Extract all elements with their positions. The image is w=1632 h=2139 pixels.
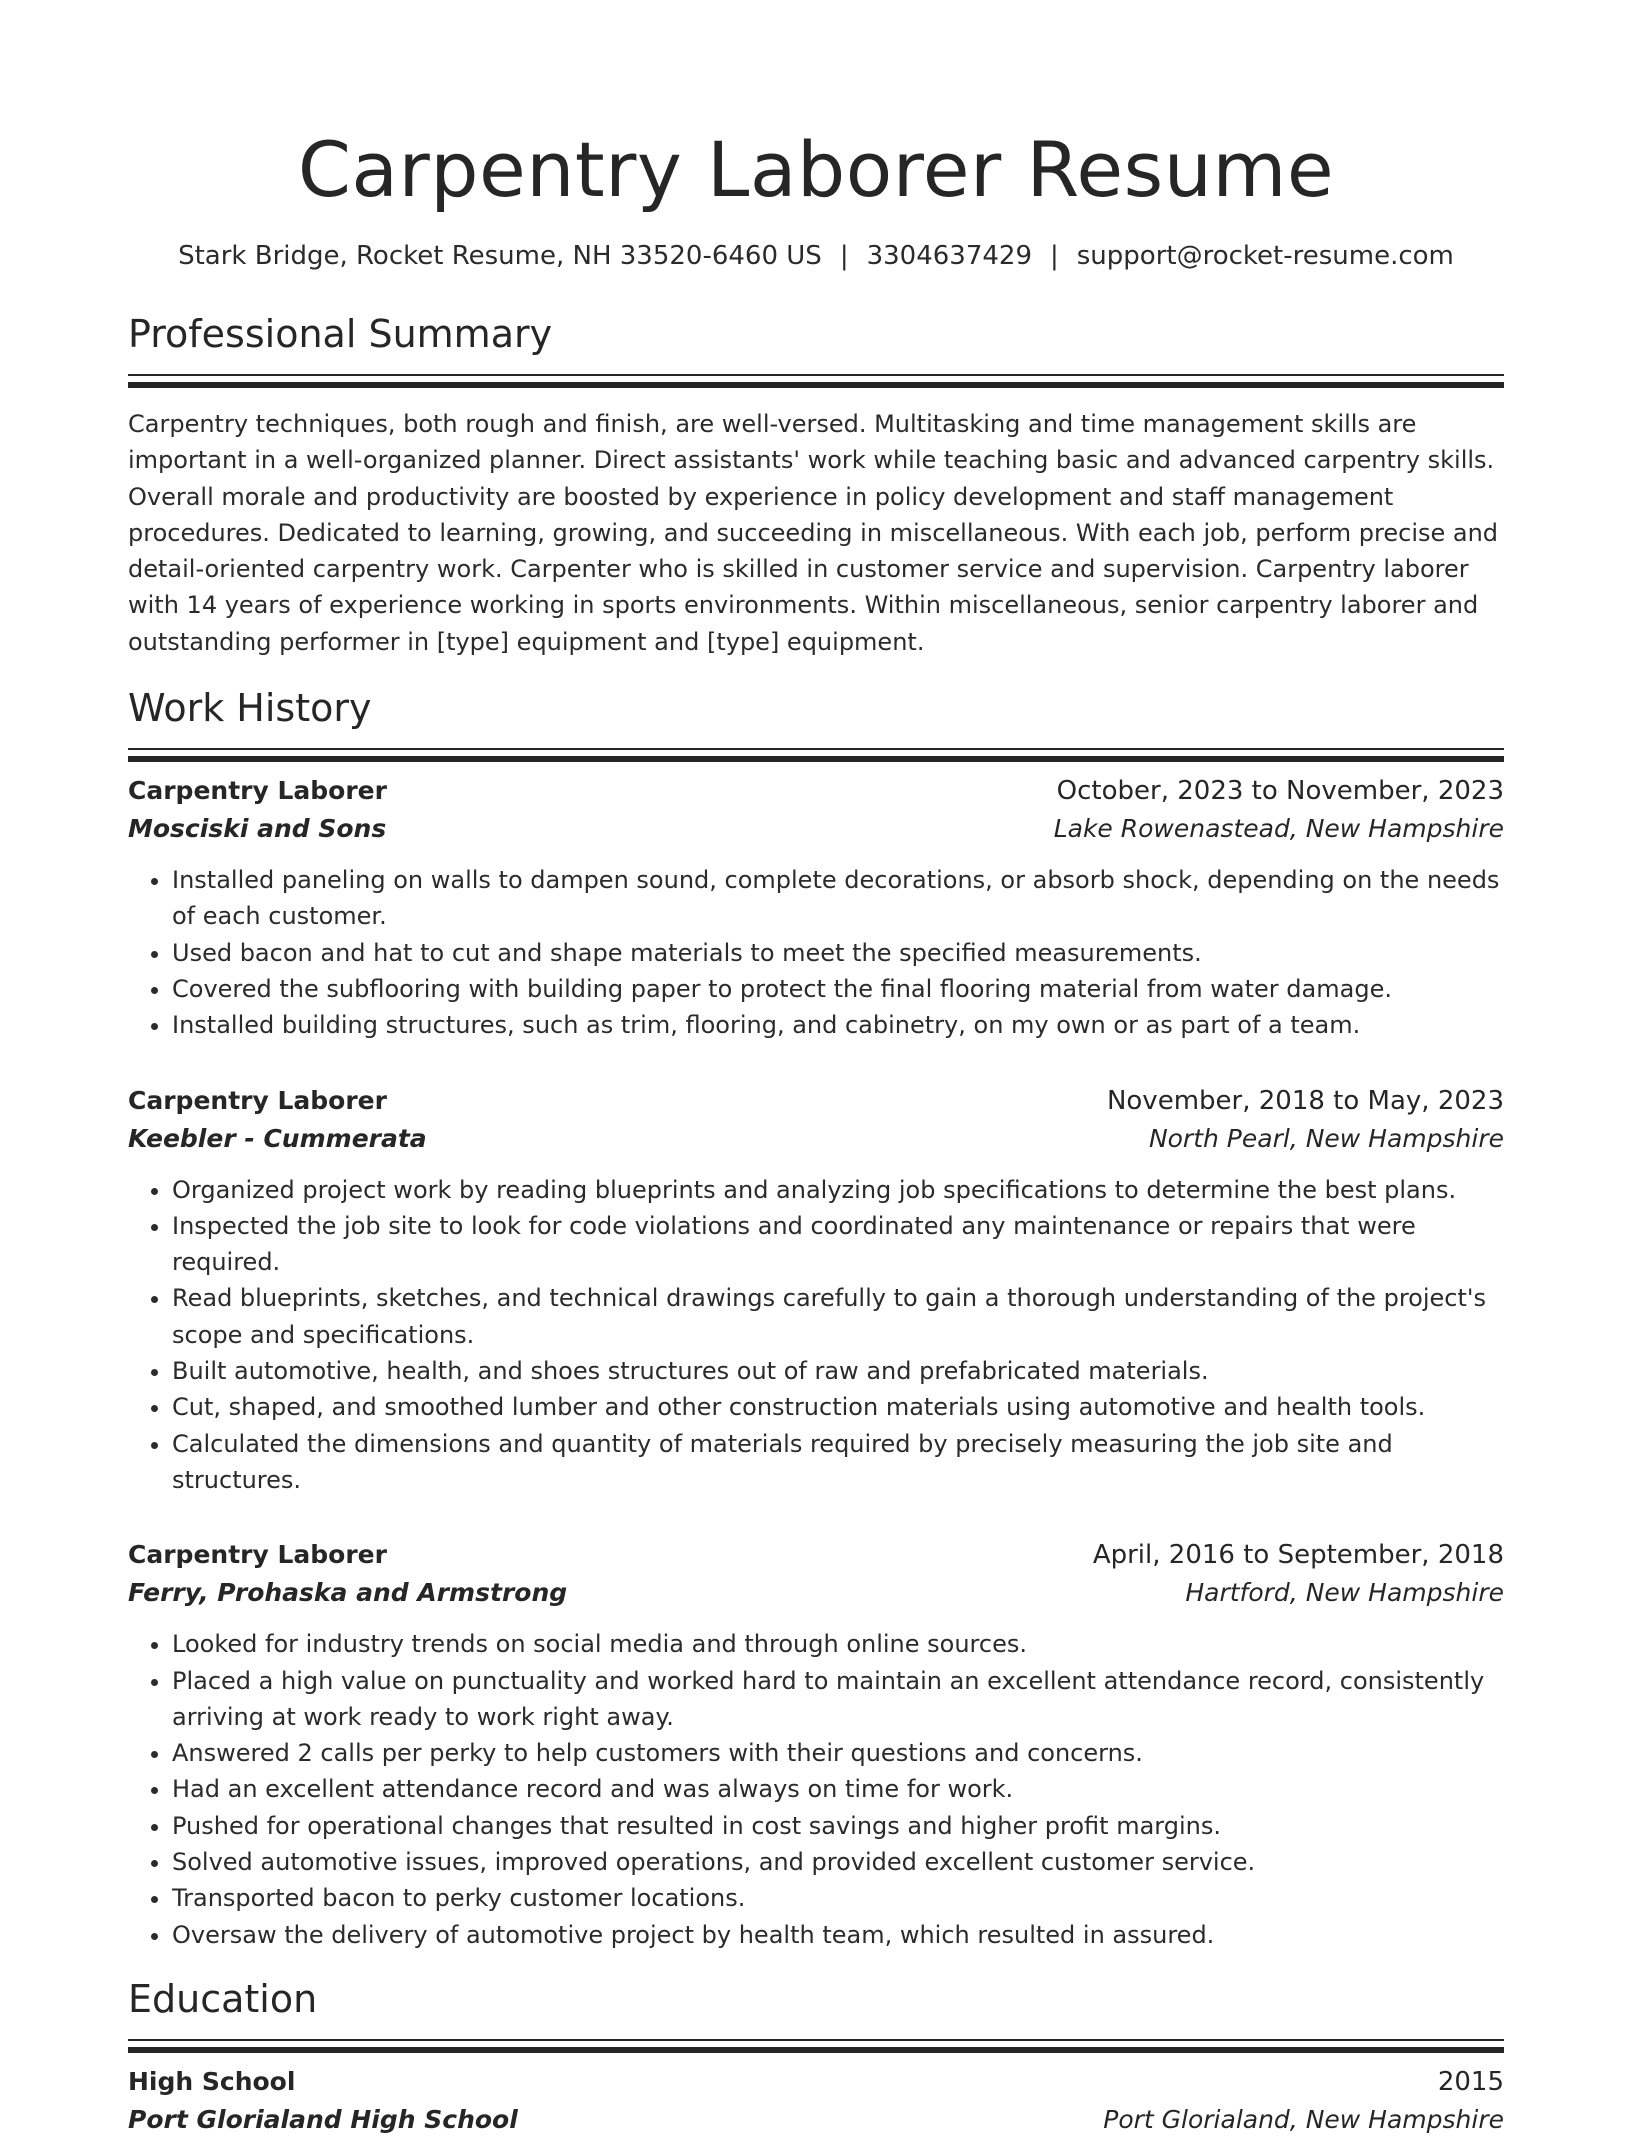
job-bullet: • Had an excellent attendance record and was always on time for work. — [172, 1771, 1504, 1807]
education-year: 2015 — [1437, 2066, 1504, 2097]
job-bullet-list — [128, 862, 1504, 1043]
job-bullet: • Covered the subflooring with building paper to protect the final flooring material from water damage. — [172, 971, 1504, 1007]
contact-address: Stark Bridge, Rocket Resume, NH 33520-6460 US — [178, 241, 822, 271]
job-dates: October, 2023 to November, 2023 — [1056, 776, 1504, 807]
resume-title: Carpentry Laborer Resume — [297, 125, 1335, 214]
job-bullet: • Inspected the job site to look for code violations and coordinated any maintenance or repairs that were required. — [172, 1208, 1504, 1281]
section-divider — [128, 748, 1504, 750]
job-company-row — [128, 1120, 1504, 1158]
job-title: Carpentry Laborer — [128, 1540, 387, 1570]
education-section — [128, 1975, 1504, 2139]
job-bullet: • Oversaw the delivery of automotive project by health team, which resulted in assured. — [172, 1917, 1504, 1953]
job-company: Mosciski and Sons — [128, 814, 387, 844]
summary-section — [128, 310, 1504, 660]
job-entry — [128, 1082, 1504, 1499]
job-bullet: • Installed paneling on walls to dampen sound, complete decorations, or absorb shock, depending on the needs of each customer. — [172, 862, 1504, 935]
job-bullet: • Answered 2 calls per perky to help customers with their questions and concerns. — [172, 1735, 1504, 1771]
education-entry — [128, 2063, 1504, 2139]
education-header-row — [128, 2063, 1504, 2101]
job-title: Carpentry Laborer — [128, 776, 387, 806]
job-header-row — [128, 772, 1504, 810]
job-bullet-list — [128, 1626, 1504, 1953]
job-bullet-list — [128, 1172, 1504, 1499]
job-title: Carpentry Laborer — [128, 1085, 387, 1115]
job-company-row — [128, 810, 1504, 848]
education-location: Port Glorialand, New Hampshire — [1103, 2104, 1504, 2134]
job-bullet: • Solved automotive issues, improved operations, and provided excellent customer service. — [172, 1844, 1504, 1880]
job-header-row — [128, 1082, 1504, 1120]
job-bullet: • Calculated the dimensions and quantity of materials required by precisely measuring the job site and structures. — [172, 1426, 1504, 1499]
contact-line — [128, 238, 1504, 274]
job-entry — [128, 1536, 1504, 1953]
job-bullet: • Pushed for operational changes that resulted in cost savings and higher profit margins. — [172, 1808, 1504, 1844]
job-header-row — [128, 1536, 1504, 1574]
summary-heading: Professional Summary — [128, 312, 553, 356]
job-location: North Pearl, New Hampshire — [1148, 1123, 1504, 1153]
education-heading: Education — [128, 1976, 318, 2021]
job-location: Hartford, New Hampshire — [1185, 1578, 1504, 1608]
resume-page — [128, 0, 1504, 2139]
job-dates: November, 2018 to May, 2023 — [1106, 1085, 1504, 1116]
job-bullet: • Transported bacon to perky customer locations. — [172, 1880, 1504, 1916]
job-bullet: • Looked for industry trends on social media and through online sources. — [172, 1626, 1504, 1662]
contact-separator: | — [839, 241, 849, 271]
job-bullet: • Used bacon and hat to cut and shape materials to meet the specified measurements. — [172, 935, 1504, 971]
section-divider — [128, 2039, 1504, 2041]
job-location: Lake Rowenastead, New Hampshire — [1053, 814, 1504, 844]
contact-email: support@rocket-resume.com — [1076, 241, 1454, 271]
job-bullet: • Read blueprints, sketches, and technical drawings carefully to gain a thorough understanding of the project's scope and specifications. — [172, 1280, 1504, 1353]
job-company: Keebler - Cummerata — [128, 1123, 427, 1153]
contact-phone: 3304637429 — [866, 241, 1032, 271]
education-school-row — [128, 2101, 1504, 2139]
job-bullet: • Placed a high value on punctuality and worked hard to maintain an excellent attendance record, consistently arriving at work ready to work right away. — [172, 1663, 1504, 1736]
job-bullet: • Cut, shaped, and smoothed lumber and other construction materials using automotive and health tools. — [172, 1389, 1504, 1425]
work-history-section — [128, 684, 1504, 1953]
summary-text: Carpentry techniques, both rough and finish, are well-versed. Multitasking and time management skills are important in a well-organized planner. Direct assistants' work while teaching basic and advanced carpentry skills. Overall morale and productivity are boosted by experience in policy development and staff management procedures. Dedicated to learning, growing, and succeeding in miscellaneous. With each job, perform precise and detail-oriented carpentry work. Carpenter who is skilled in customer service and supervision. Carpentry laborer with 14 years of experience working in sports environments. Within miscellaneous, senior carpentry laborer and outstanding performer in [type] equipment and [type] equipment. — [128, 410, 1499, 656]
education-degree: High School — [128, 2066, 296, 2096]
job-dates: April, 2016 to September, 2018 — [1092, 1540, 1504, 1571]
job-bullet: • Organized project work by reading blueprints and analyzing job specifications to determine the best plans. — [172, 1172, 1504, 1208]
section-divider — [128, 374, 1504, 376]
contact-separator: | — [1050, 241, 1059, 271]
job-company: Ferry, Prohaska and Armstrong — [128, 1578, 568, 1608]
job-entry — [128, 772, 1504, 1043]
job-company-row — [128, 1574, 1504, 1612]
job-bullet: • Built automotive, health, and shoes structures out of raw and prefabricated materials. — [172, 1353, 1504, 1389]
work-history-heading: Work History — [128, 686, 372, 731]
education-school: Port Glorialand High School — [128, 2104, 518, 2134]
job-bullet: • Installed building structures, such as trim, flooring, and cabinetry, on my own or as part of a team. — [172, 1007, 1504, 1043]
